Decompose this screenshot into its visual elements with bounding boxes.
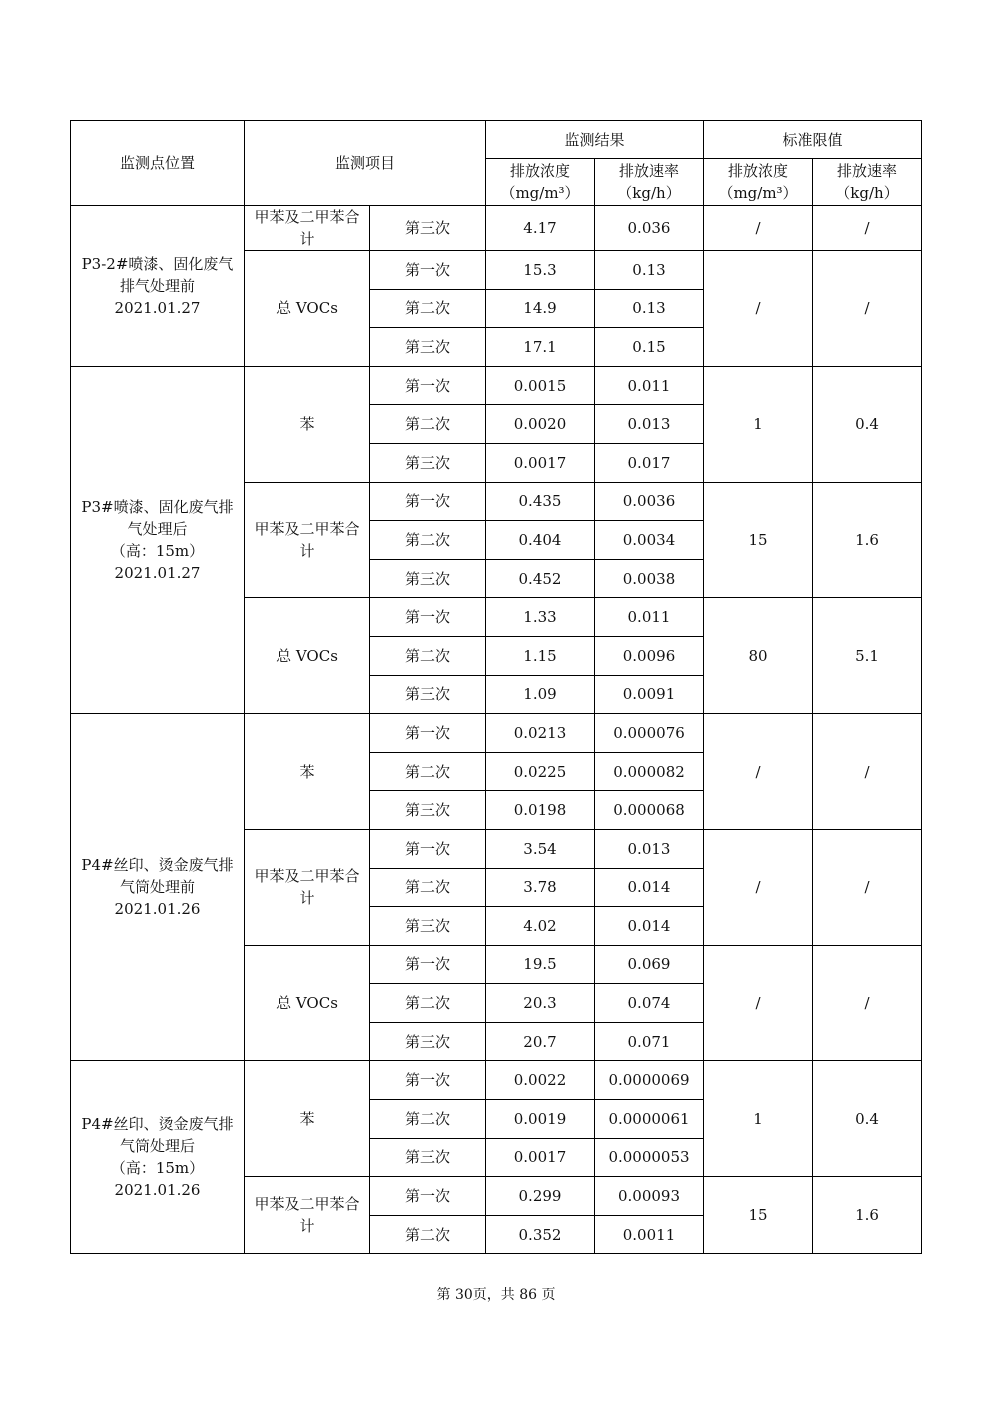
- pollutant-name: 苯: [245, 366, 370, 482]
- pollutant-name: 甲苯及二甲苯合计: [245, 482, 370, 598]
- emission-rate: 0.0011: [595, 1215, 704, 1254]
- standard-concentration: 15: [704, 1177, 813, 1254]
- site-location: P3#喷漆、固化废气排气处理后 （高：15m） 2021.01.27: [71, 366, 245, 713]
- emission-concentration: 20.7: [486, 1022, 595, 1061]
- pollutant-name: 总 VOCs: [245, 945, 370, 1061]
- pollutant-name: 苯: [245, 1061, 370, 1177]
- round-label: 第三次: [370, 443, 486, 482]
- round-label: 第三次: [370, 907, 486, 946]
- emission-concentration: 15.3: [486, 251, 595, 290]
- round-label: 第三次: [370, 206, 486, 251]
- standard-concentration: /: [704, 714, 813, 830]
- header-result-rate: [595, 159, 704, 206]
- standard-rate: 1.6: [813, 1177, 922, 1254]
- page-footer: 第 30页，共 86 页: [436, 1287, 556, 1303]
- standard-rate: /: [813, 714, 922, 830]
- standard-rate: /: [813, 945, 922, 1061]
- emission-rate: 0.13: [595, 289, 704, 328]
- round-label: 第三次: [370, 675, 486, 714]
- emission-rate: 0.0000053: [595, 1138, 704, 1177]
- emission-concentration: 17.1: [486, 328, 595, 367]
- standard-concentration: 80: [704, 598, 813, 714]
- round-label: 第二次: [370, 1100, 486, 1139]
- table-row: [71, 714, 922, 753]
- round-label: 第三次: [370, 328, 486, 367]
- header-result: 监测结果: [486, 121, 704, 159]
- rate-unit: （kg/h）: [835, 184, 899, 202]
- standard-concentration: /: [704, 251, 813, 367]
- pollutant-name: 甲苯及二甲苯合计: [245, 829, 370, 945]
- round-label: 第三次: [370, 791, 486, 830]
- emission-concentration: 0.0015: [486, 366, 595, 405]
- standard-concentration: 15: [704, 482, 813, 598]
- round-label: 第二次: [370, 868, 486, 907]
- emission-rate: 0.071: [595, 1022, 704, 1061]
- round-label: 第二次: [370, 405, 486, 444]
- standard-concentration: 1: [704, 1061, 813, 1177]
- pollutant-name: 总 VOCs: [245, 251, 370, 367]
- round-label: 第一次: [370, 1177, 486, 1216]
- emission-concentration: 0.0225: [486, 752, 595, 791]
- emission-concentration: 4.02: [486, 907, 595, 946]
- round-label: 第三次: [370, 1022, 486, 1061]
- standard-rate: 1.6: [813, 482, 922, 598]
- emission-rate: 0.0036: [595, 482, 704, 521]
- site-location: P4#丝印、烫金废气排气筒处理前 2021.01.26: [71, 714, 245, 1061]
- conc-unit: （mg/m³）: [718, 184, 798, 202]
- emission-concentration: 3.54: [486, 829, 595, 868]
- emission-rate: 0.013: [595, 405, 704, 444]
- round-label: 第一次: [370, 714, 486, 753]
- round-label: 第二次: [370, 289, 486, 328]
- round-label: 第一次: [370, 1061, 486, 1100]
- emission-concentration: 14.9: [486, 289, 595, 328]
- emission-concentration: 0.0017: [486, 1138, 595, 1177]
- emission-concentration: 4.17: [486, 206, 595, 251]
- standard-rate: 0.4: [813, 1061, 922, 1177]
- emission-concentration: 0.0019: [486, 1100, 595, 1139]
- table-body: [71, 206, 922, 1254]
- round-label: 第二次: [370, 752, 486, 791]
- conc-label: 排放浓度: [509, 162, 570, 180]
- emission-rate: 0.0000069: [595, 1061, 704, 1100]
- emission-concentration: 1.15: [486, 636, 595, 675]
- pollutant-name: 总 VOCs: [245, 598, 370, 714]
- round-label: 第二次: [370, 1215, 486, 1254]
- emission-rate: 0.000082: [595, 752, 704, 791]
- emission-concentration: 0.0017: [486, 443, 595, 482]
- emission-rate: 0.017: [595, 443, 704, 482]
- table-row: [71, 206, 922, 251]
- emission-rate: 0.014: [595, 907, 704, 946]
- round-label: 第一次: [370, 251, 486, 290]
- emission-concentration: 1.09: [486, 675, 595, 714]
- emission-concentration: 0.0198: [486, 791, 595, 830]
- standard-rate: 5.1: [813, 598, 922, 714]
- round-label: 第一次: [370, 598, 486, 637]
- emission-rate: 0.014: [595, 868, 704, 907]
- round-label: 第一次: [370, 366, 486, 405]
- site-location: P4#丝印、烫金废气排气筒处理后 （高：15m） 2021.01.26: [71, 1061, 245, 1254]
- standard-rate: /: [813, 829, 922, 945]
- standard-rate: /: [813, 206, 922, 251]
- conc-label: 排放浓度: [727, 162, 788, 180]
- emission-concentration: 0.352: [486, 1215, 595, 1254]
- emission-rate: 0.00093: [595, 1177, 704, 1216]
- table-row: [71, 1061, 922, 1100]
- emission-concentration: 0.0213: [486, 714, 595, 753]
- site-location: P3-2#喷漆、固化废气排气处理前 2021.01.27: [71, 206, 245, 367]
- emission-concentration: 0.299: [486, 1177, 595, 1216]
- emission-rate: 0.0091: [595, 675, 704, 714]
- round-label: 第三次: [370, 1138, 486, 1177]
- standard-concentration: /: [704, 945, 813, 1061]
- header-result-conc: [486, 159, 595, 206]
- emission-rate: 0.0034: [595, 521, 704, 560]
- round-label: 第一次: [370, 945, 486, 984]
- pollutant-name: 甲苯及二甲苯合计: [245, 1177, 370, 1254]
- header-standard: 标准限值: [704, 121, 922, 159]
- emission-rate: 0.011: [595, 598, 704, 637]
- emission-concentration: 1.33: [486, 598, 595, 637]
- standard-rate: 0.4: [813, 366, 922, 482]
- round-label: 第二次: [370, 984, 486, 1023]
- rate-label: 排放速率: [618, 162, 679, 180]
- round-label: 第一次: [370, 482, 486, 521]
- standard-rate: /: [813, 251, 922, 367]
- round-label: 第二次: [370, 636, 486, 675]
- emission-concentration: 0.452: [486, 559, 595, 598]
- round-label: 第二次: [370, 521, 486, 560]
- header-standard-rate: [813, 159, 922, 206]
- round-label: 第三次: [370, 559, 486, 598]
- emission-concentration: 19.5: [486, 945, 595, 984]
- emission-rate: 0.069: [595, 945, 704, 984]
- standard-concentration: /: [704, 829, 813, 945]
- emission-rate: 0.011: [595, 366, 704, 405]
- header-item: 监测项目: [245, 121, 486, 206]
- emission-concentration: 0.404: [486, 521, 595, 560]
- emission-rate: 0.074: [595, 984, 704, 1023]
- emission-rate: 0.013: [595, 829, 704, 868]
- pollutant-name: 苯: [245, 714, 370, 830]
- standard-concentration: 1: [704, 366, 813, 482]
- conc-unit: （mg/m³）: [500, 184, 580, 202]
- table-row: [71, 366, 922, 405]
- emission-rate: 0.000068: [595, 791, 704, 830]
- emission-rate: 0.15: [595, 328, 704, 367]
- round-label: 第一次: [370, 829, 486, 868]
- pollutant-name: 甲苯及二甲苯合计: [245, 206, 370, 251]
- emission-rate: 0.036: [595, 206, 704, 251]
- emission-concentration: 20.3: [486, 984, 595, 1023]
- emission-concentration: 0.0022: [486, 1061, 595, 1100]
- header-standard-conc: [704, 159, 813, 206]
- emission-concentration: 3.78: [486, 868, 595, 907]
- emission-rate: 0.000076: [595, 714, 704, 753]
- rate-label: 排放速率: [836, 162, 897, 180]
- emission-concentration: 0.0020: [486, 405, 595, 444]
- emission-rate: 0.0096: [595, 636, 704, 675]
- monitoring-table: [70, 120, 922, 1254]
- standard-concentration: /: [704, 206, 813, 251]
- rate-unit: （kg/h）: [617, 184, 681, 202]
- emission-concentration: 0.435: [486, 482, 595, 521]
- emission-rate: 0.0038: [595, 559, 704, 598]
- header-location: 监测点位置: [71, 121, 245, 206]
- emission-rate: 0.13: [595, 251, 704, 290]
- emission-rate: 0.0000061: [595, 1100, 704, 1139]
